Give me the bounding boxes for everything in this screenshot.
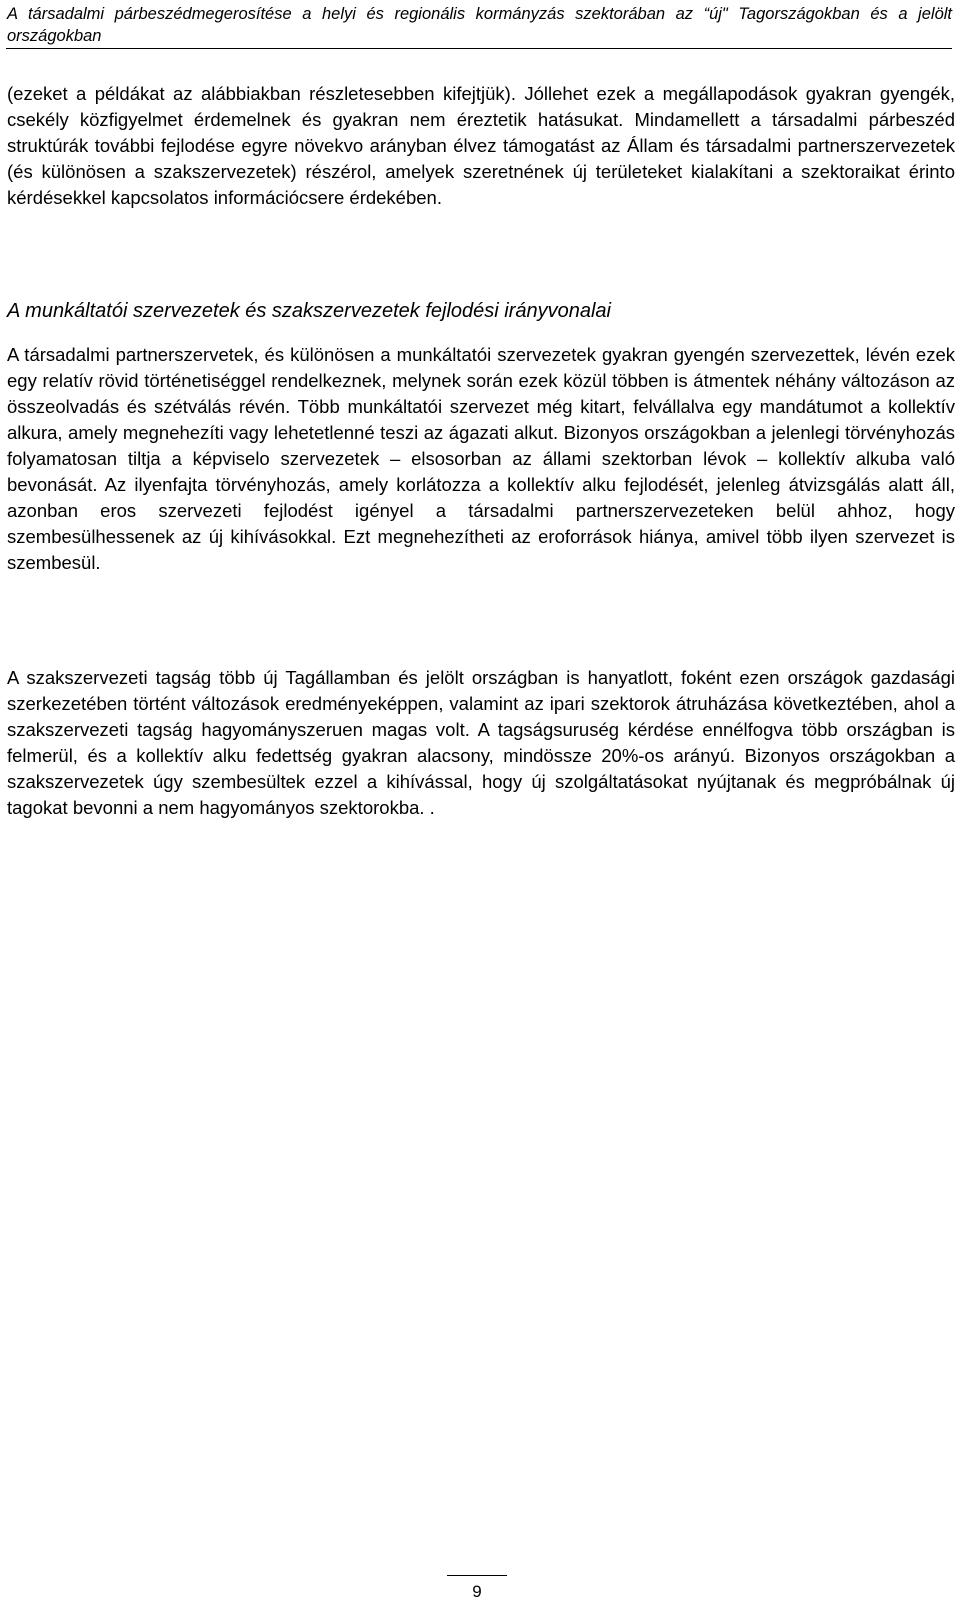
paragraph-2: A társadalmi partnerszervetek, és különösen a munkáltatói szervezetek gyakran gyengén szervezettek, lévén ezek egy relatív rövid történetiséggel rendelkeznek, melynek során ezek közül többen is átmentek néhány változáson az összeolvadás és szétválás révén. Több munkáltatói szervezet még kitart, felvállalva egy mandátumot a kollektív alkura, amely megnehezíti vagy lehetetlenné teszi az ágazati alkut. Bizonyos országokban a jelenlegi törvényhozás folyamatosan tiltja a képviselo szervezetek – elsosorban az állami szektorban lévok – kollektív alkuba való bevonását. Az ilyenfajta törvényhozás, amely korlátozza a kollektív alku fejlodését, jelenleg átvizsgálás alatt áll, azonban eros szervezeti fejlodést igényel a társadalmi partnerszervezeteken belül ahhoz, hogy szembesülhessenek az új kihívásokkal. Ezt megnehezítheti az eroforrások hiánya, amivel több ilyen szervezet is szembesül.	[7, 344, 955, 573]
running-header: A társadalmi párbeszédmegerosítése a helyi és regionális kormányzás szektorában az “új" Tagországokban és a jelölt országokban	[7, 5, 952, 45]
footer-divider	[447, 1575, 507, 1576]
page-number: 9	[472, 1582, 482, 1601]
section-heading: A munkáltatói szervezetek és szakszervezetek fejlodési irányvonalai	[7, 300, 611, 322]
header-divider	[6, 48, 952, 49]
paragraph-3: A szakszervezeti tagság több új Tagállamban és jelölt országban is hanyatlott, foként ezen országok gazdasági szerkezetében történt változások eredményeképpen, valamint az ipari szektorok átruházása következtében, ahol a szakszervezeti tagság hagyományszeruen magas volt. A tagságsuruség kérdése ennélfogva több országban is felmerül, és a kollektív alku fedettség gyakran alacsony, mindössze 20%-os arányú. Bizonyos országokban a szakszervezetek úgy szembesültek ezzel a kihívással, hogy új szolgáltatásokat nyújtanak és megpróbálnak új tagokat bevonni a nem hagyományos szektorokba. .	[7, 667, 955, 818]
paragraph-1: (ezeket a példákat az alábbiakban részletesebben kifejtjük). Jóllehet ezek a megállapodások gyakran gyengék, csekély közfigyelmet érdemelnek és gyakran nem éreztetik hatásukat. Mindamellett a társadalmi párbeszéd struktúrák további fejlodése egyre növekvo arányban élvez támogatást az Állam és társadalmi partnerszervezetek (és különösen a szakszervezetek) részérol, amelyek szeretnének új területeket kialakítani a szektoraikat érinto kérdésekkel kapcsolatos információcsere érdekében.	[7, 83, 955, 208]
